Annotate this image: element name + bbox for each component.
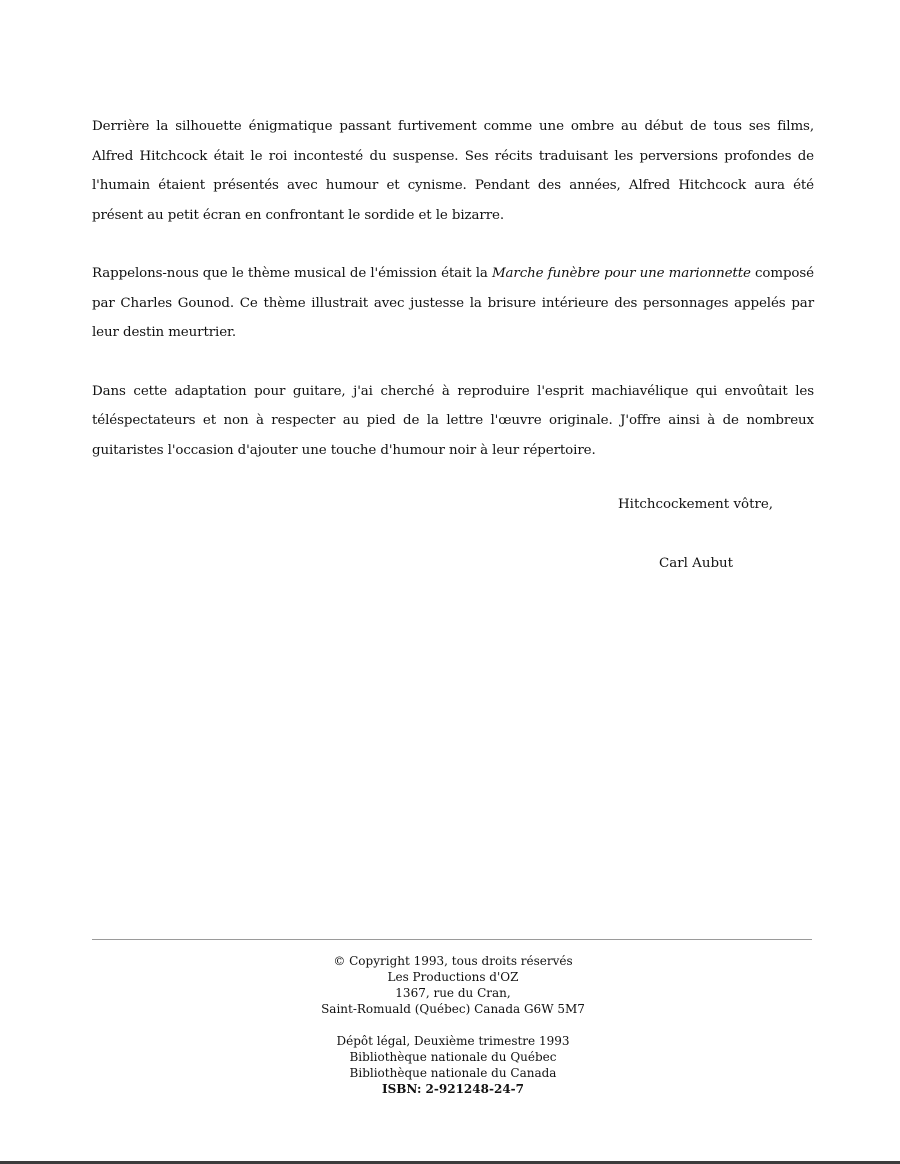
publication-footer (250, 953, 656, 1097)
paragraph-theme (92, 259, 814, 348)
legal-deposit-line: Dépôt légal, Deuxième trimestre 1993 (336, 1034, 570, 1048)
closing-salutation: Hitchcockement vôtre, (618, 497, 774, 512)
paragraph-theme-after: composé par Charles Gounod. Ce thème illustrait avec justesse la brisure intérieure des personnages appelés par leur destin meurtrier. (92, 266, 814, 340)
body-text (92, 112, 814, 494)
paragraph-intro: Derrière la silhouette énigmatique passant furtivement comme une ombre au début de tous ses films, Alfred Hitchcock était le roi incontesté du suspense. Ses récits traduisant les perversions profondes de l'humain étaient présentés avec humour et cynisme. Pendant des années, Alfred Hitchcock aura été présent au petit écran en confrontant le sordide et le bizarre. (92, 119, 814, 223)
publisher-city: Saint-Romuald (Québec) Canada G6W 5M7 (321, 1002, 585, 1016)
publisher-block (250, 953, 656, 1017)
copyright-line: © Copyright 1993, tous droits réservés (333, 954, 573, 968)
library-quebec-line: Bibliothèque nationale du Québec (349, 1050, 557, 1064)
paragraph-adaptation: Dans cette adaptation pour guitare, j'ai cherché à reproduire l'esprit machiavélique qui envoûtait les téléspectateurs et non à respecter au pied de la lettre l'œuvre originale. J'offre ainsi à de nombreux guitaristes l'occasion d'ajouter une touche d'humour noir à leur répertoire. (92, 383, 814, 458)
music-title: Marche funèbre pour une marionnette (491, 266, 751, 281)
legal-block (250, 1033, 656, 1097)
footer-divider (92, 939, 812, 940)
paragraph-theme-before: Rappelons-nous que le thème musical de l'émission était la (92, 266, 492, 281)
publisher-street: 1367, rue du Cran, (395, 986, 511, 1000)
isbn-line: ISBN: 2-921248-24-7 (381, 1082, 524, 1096)
library-canada-line: Bibliothèque nationale du Canada (349, 1066, 557, 1080)
author-signature: Carl Aubut (659, 556, 734, 571)
publisher-name: Les Productions d'OZ (387, 970, 519, 984)
